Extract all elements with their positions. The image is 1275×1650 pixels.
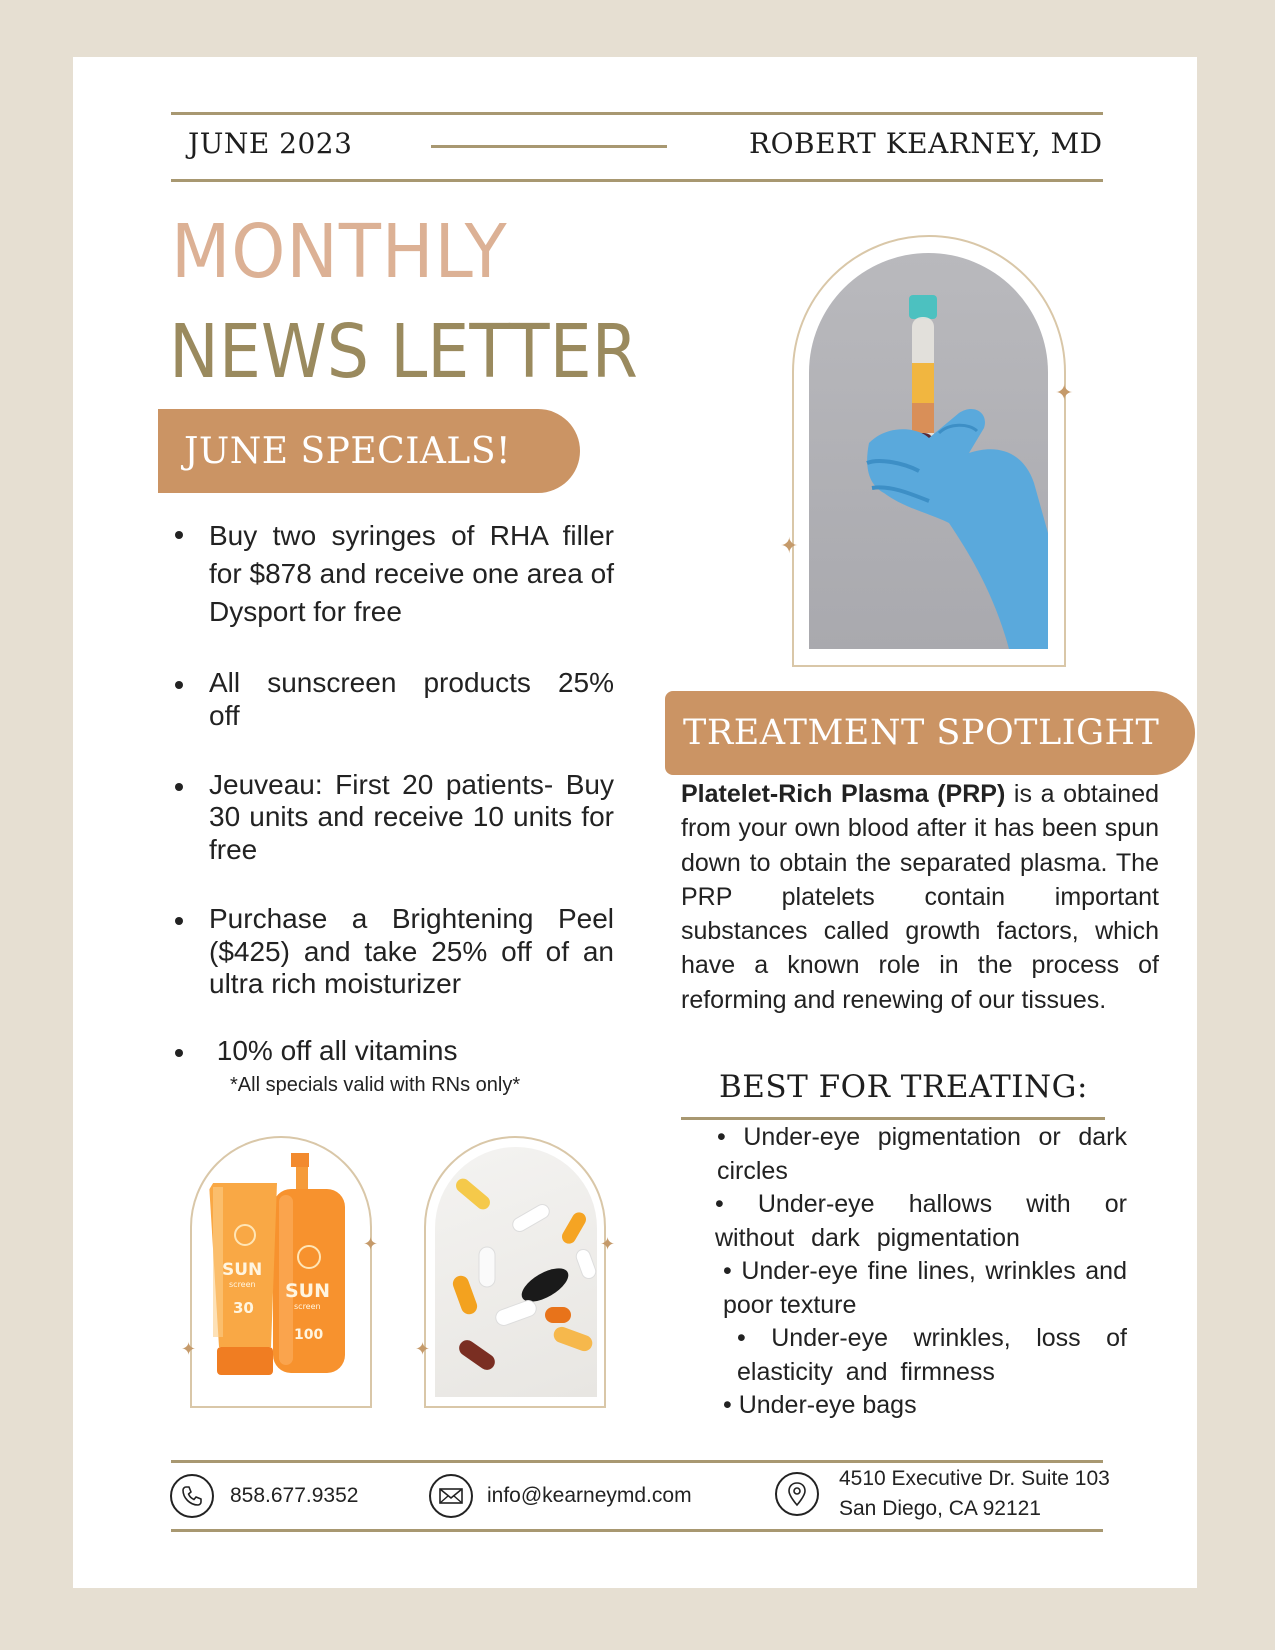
vitamin-capsules-illustration	[435, 1147, 597, 1397]
specials-note: *All specials valid with RNs only*	[230, 1074, 521, 1096]
special-item-3: Jeuveau: First 20 patients- Buy 30 units and receive 10 units for free	[172, 769, 614, 867]
title-line-2: NEWS LETTER	[169, 309, 638, 395]
bottle-sub: screen	[294, 1302, 321, 1311]
newsletter-page	[73, 57, 1197, 1588]
best-for-list	[715, 1121, 1127, 1423]
spotlight-text: is a obtained from your own blood after it has been spun down to obtain the separated plasma. The PRP platelets contain important substances called growth factors, which have a known role in the process of reforming and renewing of our tissues.	[681, 780, 1160, 1014]
header-doctor: ROBERT KEARNEY, MD	[749, 127, 1103, 160]
tube-label: SUN	[222, 1260, 263, 1280]
sunscreen-illustration	[199, 1147, 363, 1397]
sparkle-icon: ✦	[181, 1339, 197, 1359]
bottle-spf: 100	[294, 1327, 324, 1343]
sparkle-icon: ✦	[780, 533, 799, 558]
contact-email[interactable]	[429, 1474, 692, 1518]
treat-item-3: • Under-eye fine lines, wrinkles and poor texture	[723, 1257, 1127, 1319]
sparkle-icon: ✦	[1055, 380, 1074, 405]
phone-number: 858.677.9352	[230, 1483, 359, 1507]
special-item-1: Buy two syringes of RHA filler for $878 and receive one area of Dysport for free	[172, 517, 614, 631]
tube-sub: screen	[229, 1280, 256, 1289]
best-for-rule	[681, 1117, 1105, 1120]
header-bottom-rule	[171, 179, 1103, 182]
email-address: info@kearneymd.com	[487, 1483, 692, 1507]
sparkle-icon: ✦	[600, 1234, 616, 1254]
spotlight-heading: TREATMENT SPOTLIGHT	[683, 713, 1160, 753]
special-item-2: All sunscreen products 25% off	[172, 667, 614, 733]
spotlight-heading-pill	[665, 691, 1195, 775]
treat-item-1: • Under-eye pigmentation or dark circles	[717, 1123, 1127, 1185]
footer-top-rule	[171, 1460, 1103, 1463]
email-icon	[429, 1474, 473, 1518]
bottle-label: SUN	[285, 1280, 331, 1302]
header-mid-rule	[431, 145, 667, 148]
address-line-2: San Diego, CA 92121	[839, 1497, 1041, 1521]
spotlight-term: Platelet-Rich Plasma (PRP)	[681, 780, 1006, 808]
spotlight-description	[681, 777, 1159, 1017]
contact-address	[775, 1464, 1110, 1525]
vitamins-image	[435, 1147, 597, 1397]
contact-phone[interactable]	[170, 1474, 358, 1518]
treat-item-2: • Under-eye hallows with or without dark pigmentation	[715, 1190, 1127, 1252]
address-line-1: 4510 Executive Dr. Suite 103	[839, 1467, 1110, 1490]
location-pin-icon	[775, 1472, 819, 1516]
sunscreen-image	[199, 1147, 363, 1397]
blood-tube-glove-illustration	[809, 253, 1048, 649]
treat-item-5: • Under-eye bags	[723, 1391, 917, 1419]
footer-bottom-rule	[171, 1529, 1103, 1532]
specials-list	[172, 517, 614, 1102]
title-line-1: MONTHLY	[171, 209, 508, 295]
best-for-heading: BEST FOR TREATING:	[719, 1069, 1088, 1105]
header-top-rule	[171, 112, 1103, 115]
treat-item-4: • Under-eye wrinkles, loss of elasticity and firmness	[737, 1324, 1127, 1386]
sparkle-icon: ✦	[415, 1339, 431, 1359]
tube-spf: 30	[233, 1299, 254, 1317]
special-item-4: Purchase a Brightening Peel ($425) and take 25% off of an ultra rich moisturizer	[172, 903, 614, 1001]
prp-image	[809, 253, 1048, 649]
special-item-5: 10% off all vitamins	[172, 1035, 614, 1068]
specials-heading-pill	[158, 409, 580, 493]
specials-heading: JUNE SPECIALS!	[184, 430, 511, 472]
phone-icon	[170, 1474, 214, 1518]
sparkle-icon: ✦	[363, 1234, 379, 1254]
header-date: JUNE 2023	[188, 127, 353, 160]
